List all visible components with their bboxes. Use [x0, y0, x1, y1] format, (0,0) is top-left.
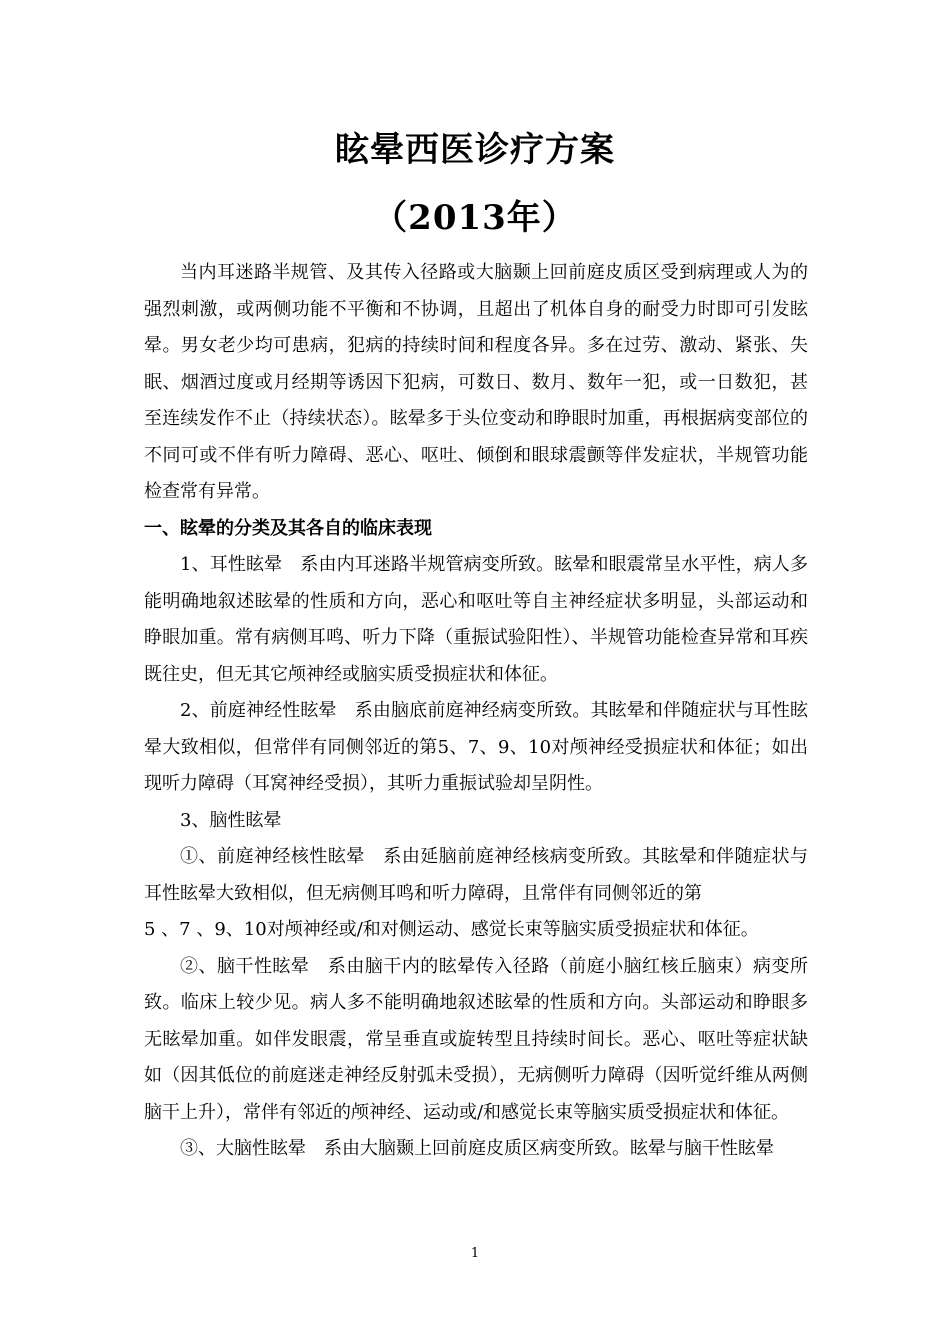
paragraph-cerebrum-vertigo: ③、大脑性眩晕 系由大脑颞上回前庭皮质区病变所致。眩晕与脑干性眩晕	[180, 1138, 774, 1159]
document-year: （2013年）	[373, 198, 577, 238]
document-title: 眩晕西医诊疗方案	[335, 130, 615, 170]
paragraph-vestibular-nucleus-vertigo-continued: 5 、7 、9、10对颅神经或/和对侧运动、感觉长束等脑实质受损症状和体征。	[144, 919, 759, 940]
paragraph-brainstem-vertigo: ②、脑干性眩晕 系由脑干内的眩晕传入径路（前庭小脑红核丘脑束）病变所致。临床上较少见。病人多不能明确地叙述眩晕的性质和方向。头部运动和睁眼多无眩晕加重。如伴发眼震，常呈垂直或旋转型且持续时间长。恶心、呕吐等症状缺如（因其低位的前庭迷走神经反射弧未受损），无病侧听力障碍（因听觉纤维从两侧脑干上升），常伴有邻近的颅神经、运动或/和感觉长束等脑实质受损症状和体征。	[144, 955, 808, 1123]
paragraph-vestibular-nucleus-vertigo: ①、前庭神经核性眩晕 系由延脑前庭神经核病变所致。其眩晕和伴随症状与耳性眩晕大致相似，但无病侧耳鸣和听力障碍，且常伴有同侧邻近的第	[144, 846, 808, 904]
paragraph-cerebral-vertigo: 3、脑性眩晕	[180, 809, 282, 831]
intro-paragraph: 当内耳迷路半规管、及其传入径路或大脑颞上回前庭皮质区受到病理或人为的强烈刺激，或两侧功能不平衡和不协调，且超出了机体自身的耐受力时即可引发眩晕。男女老少均可患病，犯病的持续时间和程度各异。多在过劳、激动、紧张、失眠、烟酒过度或月经期等诱因下犯病，可数日、数月、数年一犯，或一日数犯，甚至连续发作不止（持续状态）。眩晕多于头位变动和睁眼时加重，再根据病变部位的不同可或不伴有听力障碍、恶心、呕吐、倾倒和眼球震颤等伴发症状，半规管功能检查常有异常。	[144, 262, 808, 502]
paragraph-vestibular-nerve-vertigo: 2、前庭神经性眩晕 系由脑底前庭神经病变所致。其眩晕和伴随症状与耳性眩晕大致相似，但常伴有同侧邻近的第5、7、9、10对颅神经受损症状和体征；如出现听力障碍（耳窝神经受损），其听力重振试验却呈阴性。	[144, 700, 808, 794]
page-number: 1	[470, 1246, 480, 1261]
paragraph-otogenic-vertigo: 1、耳性眩晕 系由内耳迷路半规管病变所致。眩晕和眼震常呈水平性，病人多能明确地叙述眩晕的性质和方向，恶心和呕吐等自主神经症状多明显，头部运动和睁眼加重。常有病侧耳鸣、听力下降（重振试验阳性）、半规管功能检查异常和耳疾既往史，但无其它颅神经或脑实质受损症状和体征。	[144, 554, 808, 685]
document-body	[144, 255, 808, 1168]
section-heading: 一、眩晕的分类及其各自的临床表现	[144, 517, 432, 539]
